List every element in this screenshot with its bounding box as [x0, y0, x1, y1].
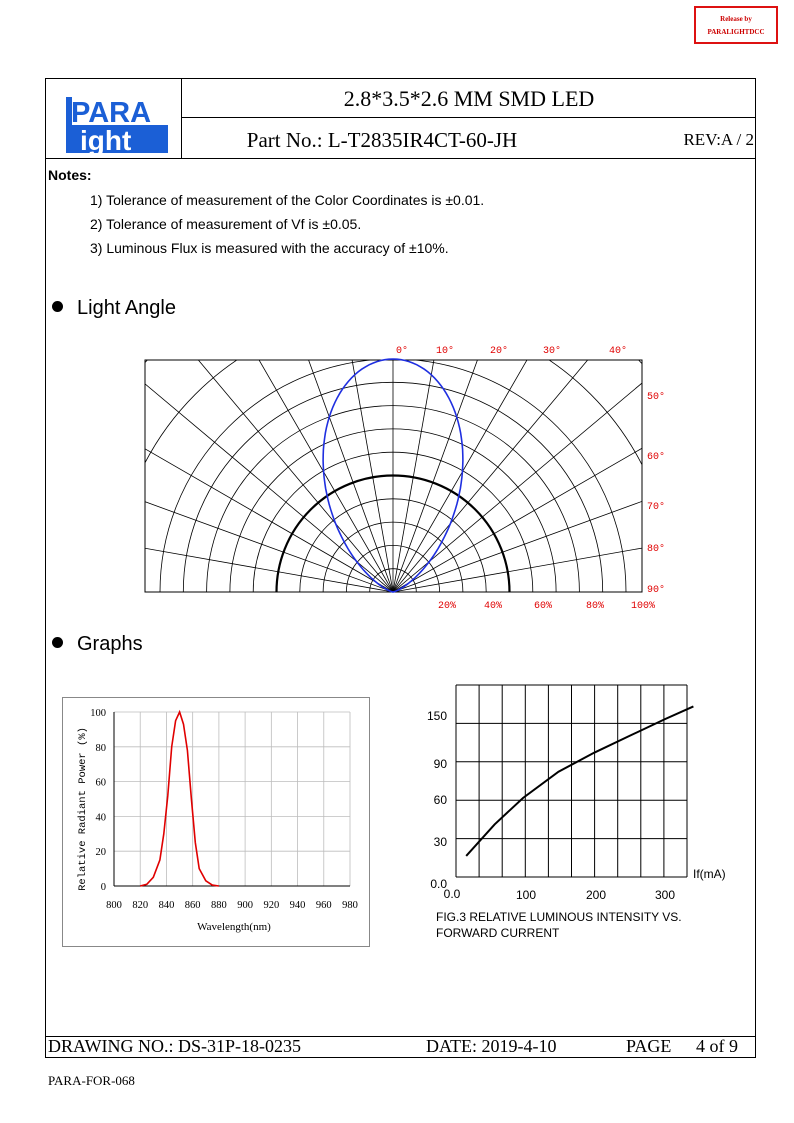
intensity-x-origin-label: 0.0 — [443, 887, 461, 901]
polar-angle-label: 10° — [436, 346, 455, 357]
spectrum-x-tick-label: 840 — [158, 900, 175, 911]
polar-angle-label: 90° — [647, 585, 666, 596]
section-title: Light Angle — [77, 297, 176, 319]
intensity-grid — [456, 685, 687, 877]
spectrum-x-tick-label: 800 — [106, 900, 122, 911]
section-title: Graphs — [77, 633, 143, 655]
footer-page-number: 4 of 9 — [696, 1036, 738, 1056]
polar-percent-label: 100% — [631, 601, 656, 612]
paralight-logo — [64, 94, 168, 154]
header-divider — [182, 117, 756, 118]
spectrum-y-tick-label: 60 — [95, 777, 106, 789]
spectrum-y-axis-label: Relative Radiant Power (%) — [77, 727, 89, 891]
logo-text-bottom: ight — [80, 125, 132, 156]
spectrum-y-tick-label: 0 — [100, 882, 106, 893]
spectrum-y-tick-label: 100 — [90, 708, 106, 719]
spectrum-x-tick-label: 920 — [263, 900, 280, 911]
polar-angle-label: 0° — [396, 346, 409, 357]
intensity-y-origin-label: 0.0 — [430, 877, 447, 891]
intensity-x-axis-label: If(mA) — [693, 867, 726, 881]
polar-angle-label: 70° — [647, 502, 666, 513]
logo-text-top: PARA — [71, 97, 152, 129]
spectrum-x-tick-label: 860 — [184, 900, 201, 911]
polar-angle-label: 40° — [609, 346, 628, 357]
spectrum-x-tick-label: 940 — [289, 900, 306, 911]
note-item: 2) Tolerance of measurement of Vf is ±0.05. — [90, 216, 362, 232]
release-stamp — [694, 6, 778, 44]
spectrum-chart — [62, 697, 370, 947]
bullet-icon — [52, 637, 63, 648]
footer-page-label: PAGE — [626, 1036, 672, 1056]
section-heading-graphs — [52, 633, 143, 656]
spectrum-y-tick-label: 40 — [95, 812, 106, 824]
spectrum-x-tick-label: 980 — [342, 900, 358, 911]
bullet-icon — [52, 301, 63, 312]
intensity-y-tick-label: 30 — [433, 835, 447, 849]
polar-angle-label: 80° — [647, 544, 666, 555]
polar-angle-label: 30° — [543, 346, 562, 357]
intensity-x-tick-label: 200 — [585, 888, 607, 902]
polar-angle-label: 20° — [490, 346, 509, 357]
intensity-y-tick-label: 90 — [433, 757, 447, 771]
intensity-current-chart — [420, 678, 750, 908]
intensity-curve — [466, 706, 693, 856]
polar-percent-label: 40% — [484, 601, 503, 612]
footer-date: DATE: 2019-4-10 — [426, 1036, 557, 1056]
footer-bottom-line — [45, 1057, 756, 1058]
note-item: 1) Tolerance of measurement of the Color Coordinates is ±0.01. — [90, 192, 485, 208]
spectrum-x-tick-label: 960 — [315, 900, 332, 911]
spectrum-x-tick-label: 900 — [237, 900, 253, 911]
polar-angle-label: 60° — [647, 452, 666, 463]
stamp-line1: Release by — [720, 15, 752, 23]
intensity-x-tick-label: 100 — [515, 888, 537, 902]
spectrum-x-tick-label: 820 — [132, 900, 149, 911]
intensity-y-tick-label: 60 — [433, 793, 447, 807]
spectrum-x-axis-label: Wavelength(nm) — [197, 921, 271, 933]
intensity-x-tick-label: 300 — [654, 888, 676, 902]
polar-angle-label: 50° — [647, 392, 666, 403]
stamp-line2: PARALIGHTDCC — [707, 28, 765, 36]
section-heading-light-angle — [52, 297, 176, 320]
spectrum-y-tick-label: 20 — [95, 847, 106, 859]
part-number: Part No.: L-T2835IR4CT-60-JH — [246, 128, 518, 152]
intensity-y-tick-label: 150 — [426, 709, 447, 723]
polar-percent-label: 20% — [438, 601, 457, 612]
notes-heading: Notes: — [48, 167, 92, 183]
intensity-tick-labels — [427, 709, 675, 902]
note-item: 3) Luminous Flux is measured with the accuracy of ±10%. — [90, 240, 449, 256]
revision: REV:A / 2 — [683, 130, 754, 149]
spectrum-y-tick-label: 80 — [95, 742, 106, 754]
polar-percent-label: 60% — [534, 601, 553, 612]
polar-percent-label: 80% — [586, 601, 605, 612]
header-bottom-line — [45, 158, 756, 159]
form-number: PARA-FOR-068 — [48, 1073, 135, 1088]
fig3-caption: FIG.3 RELATIVE LUMINOUS INTENSITY VS. FORWARD CURRENT — [436, 910, 682, 940]
document-title: 2.8*3.5*2.6 MM SMD LED — [343, 86, 595, 111]
polar-light-angle-chart — [140, 335, 666, 615]
drawing-number: DRAWING NO.: DS-31P-18-0235 — [48, 1036, 302, 1056]
spectrum-x-tick-label: 880 — [211, 900, 227, 911]
